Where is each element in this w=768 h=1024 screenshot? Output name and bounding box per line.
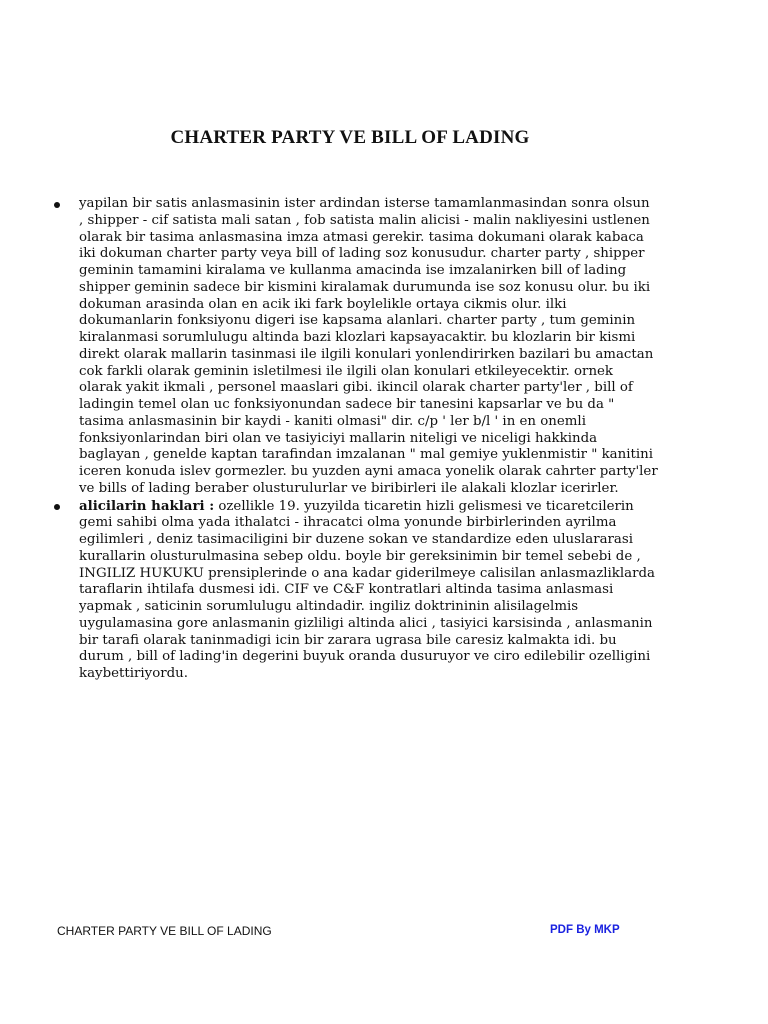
paragraph-text: ozellikle 19. yuzyilda ticaretin hizli gelismesi ve ticaretcilerin gemi sahibi olma yada ithalatci - ihracatci olma yonunde birbirlerinden ayrilma egilimleri , deniz tasimaciligini bir duzene sokan ve standardize eden uluslararasi kurallarin olusturulmasina sebep oldu. boyle bir gereksinimin bir temel sebebi de , INGILIZ HUKUKU prensiplerinde o ana kadar giderilmeye calisilan anlasmazliklarda taraflarin ihtilafa dusmesi idi. CIF ve C&F kontratlari altinda tasima anlasmasi yapmak , saticinin sorumlulugu altindadir. ingiliz doktrininin alisilagelmis uygulamasina gore anlasmanin gizliligi altinda alici , tasiyici karsisinda , anlasmanin bir tarafi olarak taninmadigi icin bir zarara ugrasa bile caresiz kalmakta idi. bu durum , bill of lading'in degerini buyuk oranda dusuruyor ve ciro edilebilir ozelligini kaybettiriyordu. xyxy=(79,498,655,681)
footer-credit: PDF By MKP xyxy=(550,924,620,936)
page-title: CHARTER PARTY VE BILL OF LADING xyxy=(170,127,530,148)
list-item xyxy=(52,196,658,498)
bullet-list xyxy=(52,196,658,683)
paragraph-lead: alicilarin haklari : xyxy=(79,497,215,514)
footer-title: CHARTER PARTY VE BILL OF LADING xyxy=(57,924,272,938)
paragraph-text: yapilan bir satis anlasmasinin ister ardindan isterse tamamlanmasindan sonra olsun , shipper - cif satista mali satan , fob satista malin alicisi - malin nakliyesini ustlenen olarak bir tasima anlasmasina imza atmasi gerekir. tasima dokumani olarak kabaca iki dokuman charter party veya bill of lading soz konusudur. charter party , shipper geminin tamamini kiralama ve kullanma amacinda ise imzalanirken bill of lading shipper geminin sadece bir kismini kiralamak durumunda ise soz konusu olur. bu iki dokuman arasinda olan en acik iki fark boylelikle ortaya cikmis olur. ilki dokumanlarin fonksiyonu digeri ise kapsama alanlari. charter party , tum geminin kiralanmasi sorumlulugu altinda bazi klozlari kapsayacaktir. bu klozlarin bir kismi direkt olarak mallarin tasinmasi ile ilgili konulari yonlendirirken bazilari bu amactan cok farkli olarak geminin isletilmesi ile ilgili olan konulari etkileyecektir. ornek olarak yakit ikmali , personel maaslari gibi. ikincil olarak charter party'ler , bill of ladingin temel olan uc fonksiyonundan sadece bir tanesini kapsarlar ve bu da " tasima anlasmasinin bir kaydi - kaniti olmasi" dir. c/p ' ler b/l ' in en onemli fonksiyonlarindan biri olan ve tasiyiciyi mallarin niteligi ve niceligi hakkinda baglayan , genelde kaptan tarafindan imzalanan " mal gemiye yuklenmistir " kanitini iceren konuda islev gormezler. bu yuzden ayni amaca yonelik olarak cahrter party'ler ve bills of lading beraber olusturulurlar ve biribirleri ile alakali klozlar icerirler. xyxy=(79,196,658,496)
list-item xyxy=(52,498,658,683)
bullet-icon xyxy=(54,202,60,208)
bullet-icon xyxy=(54,504,60,510)
